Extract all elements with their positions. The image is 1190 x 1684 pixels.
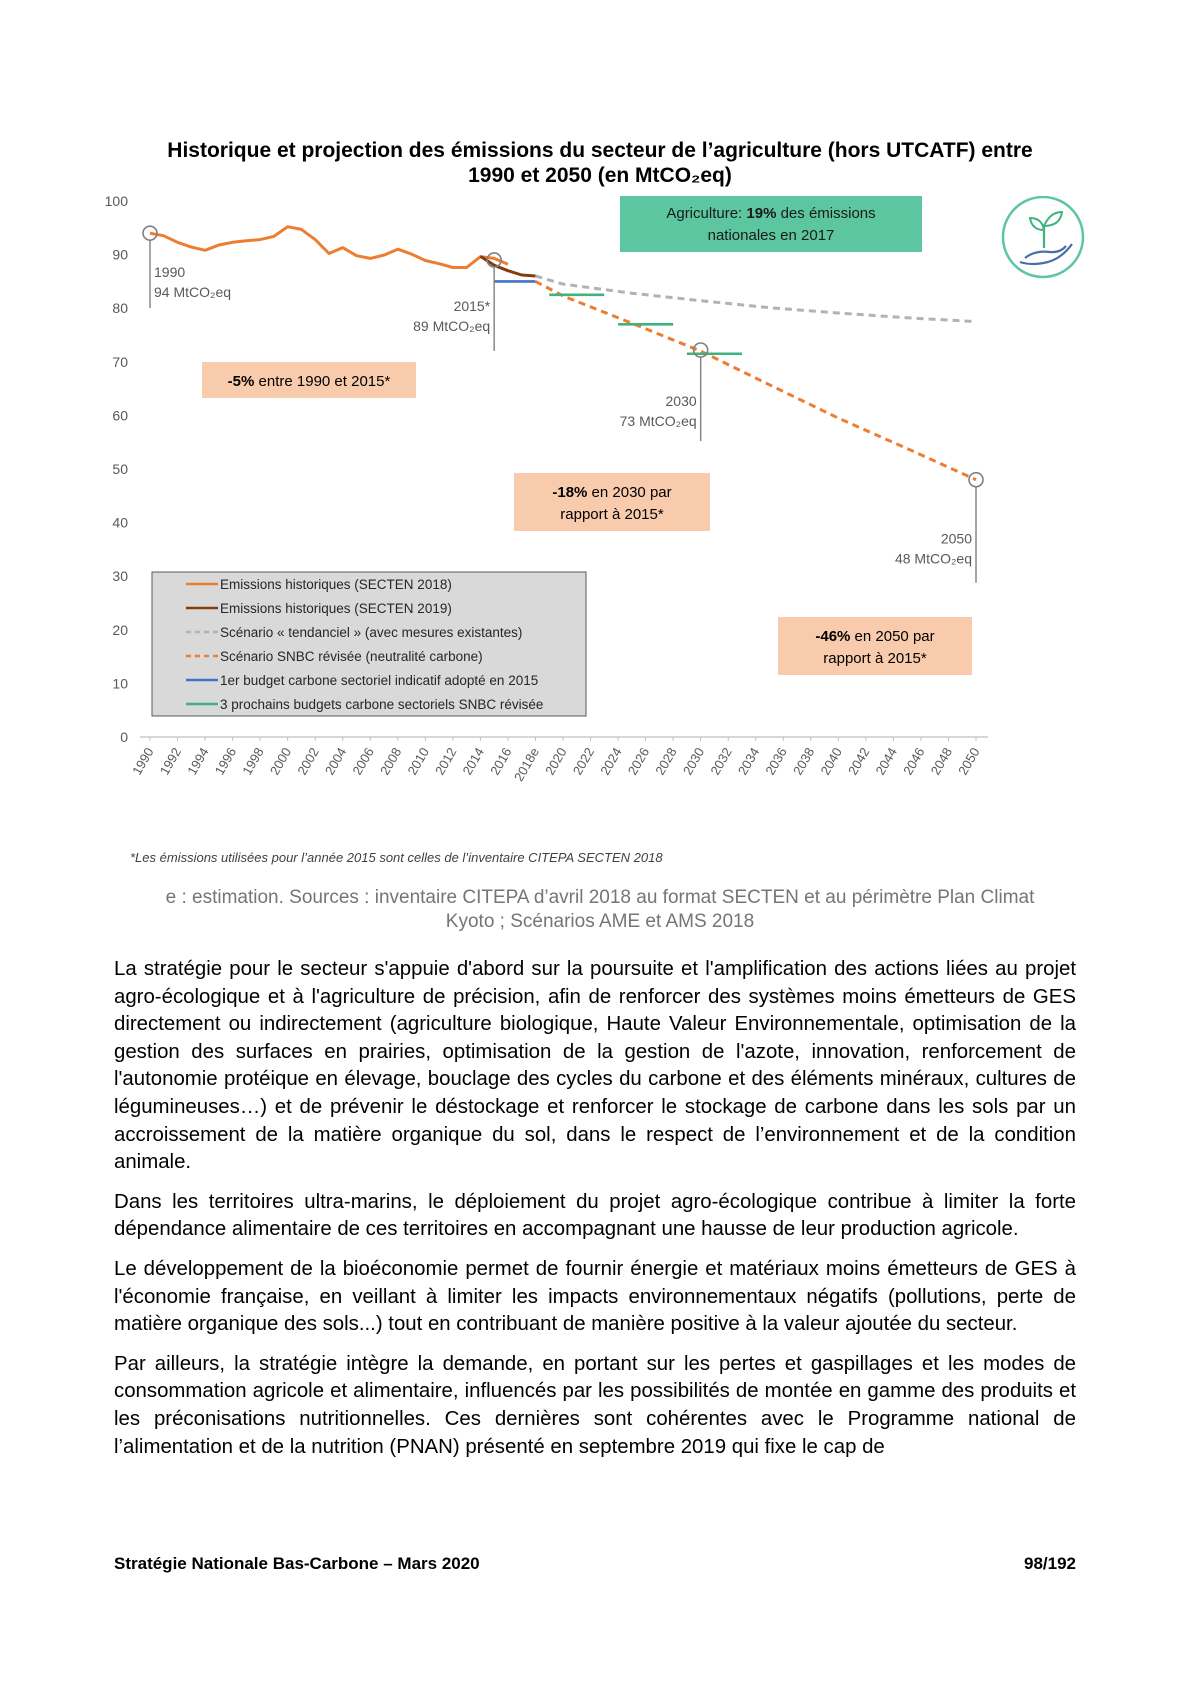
paragraph-4: Par ailleurs, la stratégie intègre la demande, en portant sur les pertes et gaspillages et les modes de consommation agricole et alimentaire, influencés par les possibilités de montée en gamme des produits et les préconisations nutritionnelles. Ces dernières sont cohérentes avec le Programme national de l’alimentation et de la nutrition (PNAN) présenté en septembre 2019 qui fixe le cap de	[114, 1352, 1076, 1458]
legend-entry: 3 prochains budgets carbone sectoriels SNBC révisée	[220, 697, 544, 712]
x-tick-label: 2028	[652, 745, 680, 778]
y-tick-label: 70	[112, 353, 128, 370]
marker-circle	[969, 473, 983, 487]
x-tick-label: 2000	[266, 745, 295, 778]
x-tick-label: 2042	[845, 745, 873, 778]
x-tick-label: 1992	[156, 745, 185, 778]
caption-line2: Kyoto ; Scénarios AME et AMS 2018	[445, 911, 755, 932]
x-tick-label: 2040	[817, 745, 845, 778]
x-tick-label: 2020	[542, 745, 570, 778]
marker-year-label: 1990	[154, 264, 186, 281]
series-line-4	[536, 281, 977, 479]
info-suffix: des émissions	[776, 205, 876, 222]
annotation-line2: rapport à 2015*	[823, 650, 927, 667]
series-line-3	[536, 276, 977, 322]
x-tick-label: 2030	[679, 745, 708, 778]
x-tick-label: 2024	[597, 745, 625, 778]
series-line-1	[150, 227, 508, 268]
annotation-line1	[815, 628, 934, 645]
plant-in-hand-icon	[1003, 197, 1083, 277]
body-text	[114, 956, 1076, 1473]
x-tick-label: 2038	[789, 745, 818, 778]
y-tick-label: 90	[112, 246, 128, 263]
annotation-line1	[552, 484, 671, 501]
y-tick-label: 50	[112, 461, 128, 477]
marker-value-label: 94 MtCO₂eq	[154, 284, 232, 301]
info-box-line2: nationales en 2017	[707, 227, 835, 244]
x-tick-label: 2008	[376, 745, 405, 778]
annotation-bold: -5%	[227, 373, 255, 390]
legend-entry: Scénario « tendanciel » (avec mesures existantes)	[220, 625, 523, 640]
marker-value-label: 48 MtCO₂eq	[894, 550, 972, 567]
annotation-line2: rapport à 2015*	[560, 506, 664, 523]
caption-line1: e : estimation. Sources : inventaire CITEPA d’avril 2018 au format SECTEN et au périmètre Plan Climat	[165, 887, 1035, 908]
annotation-bold: -18%	[552, 484, 588, 501]
x-tick-label: 1990	[129, 745, 157, 778]
y-tick-label: 80	[112, 300, 128, 317]
marker-year-label: 2050	[940, 530, 972, 547]
paragraph-2: Dans les territoires ultra-marins, le déploiement du projet agro-écologique contribue à limiter la forte dépendance alimentaire de ces territoires en accompagnant une hausse de leur production agricole.	[114, 1190, 1076, 1241]
legend-entry: Scénario SNBC révisée (neutralité carbone)	[220, 649, 483, 664]
legend-entry: Emissions historiques (SECTEN 2019)	[220, 601, 452, 616]
info-bold: 19%	[746, 205, 777, 222]
legend-entry: Emissions historiques (SECTEN 2018)	[220, 577, 452, 592]
annotation-text: entre 1990 et 2015*	[254, 373, 391, 390]
x-tick-label: 2034	[734, 745, 763, 778]
chart-footnote: *Les émissions utilisées pour l’année 2015 sont celles de l’inventaire CITEPA SECTEN 2018	[130, 850, 663, 865]
x-tick-label: 2022	[569, 745, 598, 778]
info-box-line1	[666, 205, 875, 222]
chart-title-line2: 1990 et 2050 (en MtCO₂eq)	[468, 164, 732, 187]
paragraph-3: Le développement de la bioéconomie permet de fournir énergie et matériaux moins émetteurs de GES à l'économie française, en veillant à limiter les impacts environnementaux négatifs (pollutions, perte de matière organique des sols...) tout en contribuant de manière positive à la valeur ajoutée du secteur.	[114, 1257, 1076, 1336]
annotation-text: en 2030 par	[587, 484, 672, 501]
info-prefix: Agriculture:	[666, 205, 747, 222]
x-tick-label: 1998	[239, 745, 267, 778]
annotation-bold: -46%	[815, 628, 851, 645]
y-tick-label: 30	[112, 568, 128, 585]
annotation-box	[202, 362, 416, 398]
chart-series	[150, 227, 976, 480]
y-tick-label: 40	[112, 514, 128, 531]
x-tick-label: 2046	[900, 745, 928, 778]
footer-document-title: Stratégie Nationale Bas-Carbone – Mars 2020	[114, 1554, 480, 1573]
annotation-line1	[228, 373, 391, 390]
annotation-box	[778, 617, 972, 675]
x-tick-label: 2004	[321, 745, 350, 778]
footer-page-number: 98/192	[1024, 1554, 1076, 1573]
marker-callout	[620, 343, 708, 441]
marker-callout	[895, 473, 983, 583]
marker-value-label: 73 MtCO₂eq	[619, 413, 697, 430]
x-tick-label: 2006	[349, 745, 377, 778]
x-tick-label: 2010	[404, 745, 432, 778]
x-tick-label: 2002	[294, 745, 322, 778]
marker-year-label: 2015*	[453, 297, 491, 314]
x-tick-label: 2012	[432, 745, 460, 778]
x-tick-label: 2036	[762, 745, 790, 778]
chart-title-line1: Historique et projection des émissions du secteur de l’agriculture (hors UTCATF) entre	[167, 139, 1033, 162]
x-tick-label: 2048	[927, 745, 956, 778]
figure-caption	[120, 886, 1080, 934]
y-tick-label: 60	[112, 407, 128, 424]
x-tick-label: 1994	[184, 745, 212, 778]
x-tick-label: 2018e	[510, 745, 543, 784]
y-tick-label: 10	[112, 675, 128, 692]
annotation-box	[514, 473, 710, 531]
x-tick-label: 2016	[487, 745, 515, 778]
emissions-chart	[100, 196, 1090, 876]
paragraph-1: La stratégie pour le secteur s'appuie d'abord sur la poursuite et l'amplification des actions liées au projet agro-écologique et à l'agriculture de précision, afin de renforcer des systèmes moins émetteurs de GES directement ou indirectement (agriculture biologique, Haute Valeur Environnementale, optimisation de la gestion des surfaces en prairies, optimisation de la gestion de l'azote, innovation, renforcement de l'autonomie protéique en élevage, bouclage des cycles du carbone et des éléments minéraux, cultures de légumineuses…) et de prévenir le déstockage et renforcer le stockage de carbone dans les sols par un accroissement de la matière organique du sol, dans le respect de l’environnement et de la condition animale.	[114, 958, 1076, 1174]
marker-value-label: 89 MtCO₂eq	[413, 317, 491, 334]
x-tick-label: 2014	[459, 745, 487, 778]
chart-title	[120, 138, 1080, 188]
marker-year-label: 2030	[665, 393, 697, 410]
legend-background	[152, 572, 586, 716]
x-tick-label: 2050	[955, 745, 983, 778]
y-tick-label: 100	[104, 196, 128, 209]
annotation-text: en 2050 par	[850, 628, 935, 645]
x-tick-label: 1996	[211, 745, 240, 778]
marker-callout	[143, 226, 231, 308]
x-tick-label: 2026	[624, 745, 653, 778]
y-tick-label: 0	[120, 729, 128, 745]
x-tick-label: 2044	[872, 745, 900, 778]
y-tick-label: 20	[112, 621, 128, 638]
info-box	[620, 196, 922, 252]
x-tick-label: 2032	[707, 745, 735, 778]
chart-legend	[152, 572, 586, 716]
legend-entry: 1er budget carbone sectoriel indicatif adopté en 2015	[220, 673, 539, 688]
